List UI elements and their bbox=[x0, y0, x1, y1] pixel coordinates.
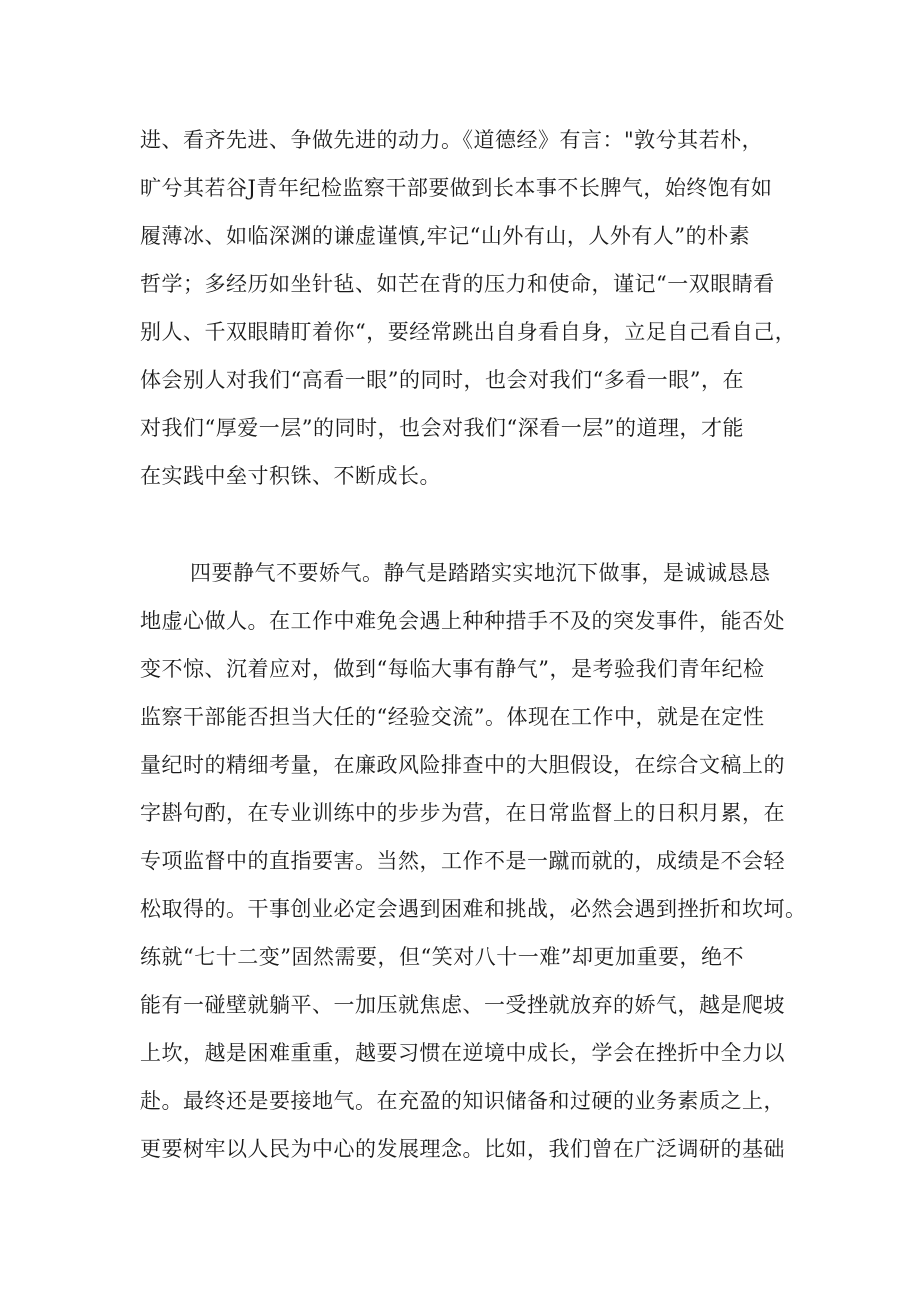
paragraph-line: 哲学；多经历如坐针毡、如芒在背的压力和使命，谨记“一双眼睛看 bbox=[140, 272, 775, 296]
paragraph-line: 能有一碰壁就躺平、一加压就焦虑、一受挫就放弃的娇气，越是爬坡 bbox=[140, 993, 785, 1017]
paragraph-line: 量纪时的精细考量，在廉政风险排查中的大胆假设，在综合文稿上的 bbox=[140, 753, 785, 777]
paragraph-line: 地虚心做人。在工作中难免会遇上种种措手不及的突发事件，能否处 bbox=[140, 609, 785, 633]
paragraph-line: 赴。最终还是要接地气。在充盈的知识储备和过硬的业务素质之上， bbox=[140, 1089, 785, 1113]
paragraph-line: 松取得的。干事创业必定会遇到困难和挑战，必然会遇到挫折和坎坷。 bbox=[140, 897, 807, 921]
paragraph-line: 在实践中垒寸积铢、不断成长。 bbox=[140, 464, 441, 488]
paragraph-line: 对我们“厚爱一层”的同时，也会对我们“深看一层”的道理，才能 bbox=[140, 416, 744, 440]
paragraph-line: 体会别人对我们“高看一眼”的同时，也会对我们“多看一眼”，在 bbox=[140, 368, 744, 392]
paragraph-line: 字斟句酌，在专业训练中的步步为营，在日常监督上的日积月累，在 bbox=[140, 801, 785, 825]
paragraph-line: 四要静气不要娇气。静气是踏踏实实地沉下做事，是诚诚恳恳 bbox=[190, 561, 771, 585]
paragraph-line: 上坎，越是困难重重，越要习惯在逆境中成长，学会在挫折中全力以 bbox=[140, 1041, 785, 1065]
paragraph-line: 练就“七十二变”固然需要，但“笑对八十一难”却更加重要，绝不 bbox=[140, 945, 744, 969]
paragraph-line: 专项监督中的直指要害。当然，工作不是一蹴而就的，成绩是不会轻 bbox=[140, 849, 785, 873]
paragraph-line: 监察干部能否担当大任的“经验交流”。体现在工作中，就是在定性 bbox=[140, 705, 765, 729]
paragraph-line: 变不惊、沉着应对，做到“每临大事有静气”，是考验我们青年纪检 bbox=[140, 657, 765, 681]
paragraph-line: 别人、千双眼睛盯着你“，要经常跳出自身看自身，立足自己看自己， bbox=[140, 320, 797, 344]
paragraph-line: 更要树牢以人民为中心的发展理念。比如，我们曾在广泛调研的基础 bbox=[140, 1137, 785, 1161]
paragraph-line: 旷兮其若谷J青年纪检监察干部要做到长本事不长脾气，始终饱有如 bbox=[140, 176, 773, 200]
paragraph-line: 进、看齐先进、争做先进的动力。《道德经》有言："敦兮其若朴， bbox=[140, 128, 764, 152]
paragraph-line: 履薄冰、如临深渊的谦虚谨慎,牢记“山外有山，人外有人”的朴素 bbox=[140, 224, 751, 248]
